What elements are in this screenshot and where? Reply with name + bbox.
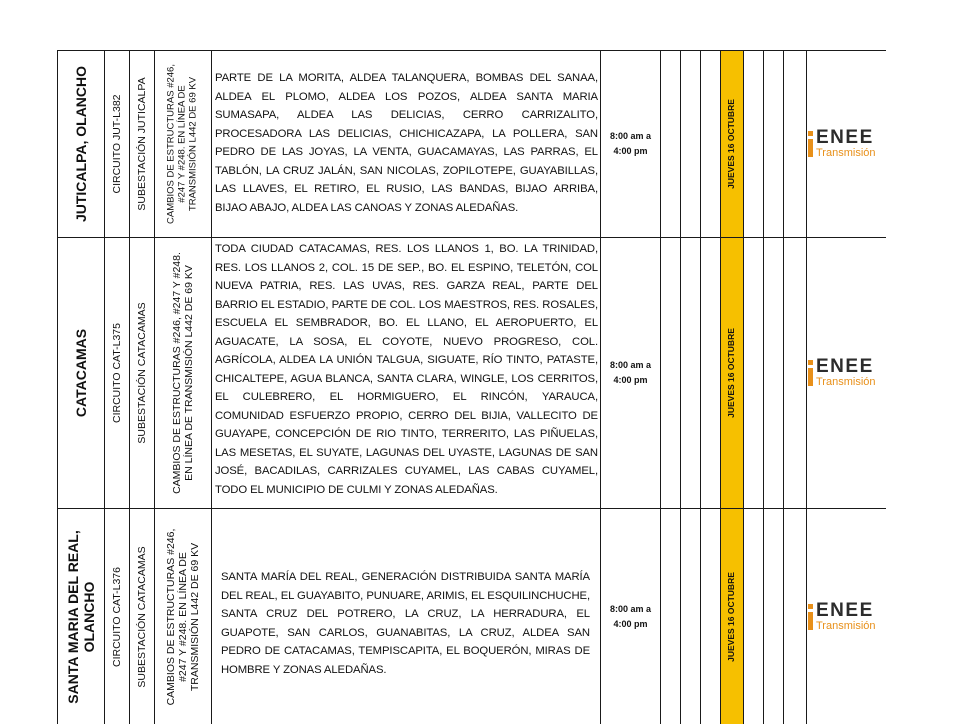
date-label: JUEVES 16 OCTUBRE — [726, 328, 737, 418]
substation-cell — [129, 237, 155, 509]
day-cell — [680, 508, 701, 724]
enee-logo-icon — [807, 131, 814, 157]
time-start: 8:00 am a — [609, 131, 652, 141]
logo-cell — [806, 50, 886, 238]
outage-schedule-table — [57, 50, 886, 724]
day-cell — [700, 50, 721, 238]
enee-logo-icon — [807, 360, 814, 386]
day-cell — [763, 237, 784, 509]
work-description: CAMBIOS DE ESTRUCTURAS #246, #247 Y #248. EN LÍNEA DE TRANSMISIÓN L442 DE 69 KV — [165, 64, 199, 224]
day-cell — [783, 508, 807, 724]
enee-logo: ENEE Transmisión — [807, 128, 886, 160]
location-label: JUTICALPA, OLANCHO — [72, 65, 89, 223]
time-start: 8:00 am a — [609, 360, 652, 370]
day-cell — [763, 50, 784, 238]
time-cell — [600, 50, 661, 238]
circuit-label: CIRCUITO CAT-L376 — [110, 566, 123, 667]
day-cell — [763, 508, 784, 724]
circuit-cell — [104, 508, 130, 724]
table-row — [57, 50, 886, 238]
time-cell — [600, 237, 661, 509]
work-description: CAMBIOS DE ESTRUCTURAS #246, #247 Y #248. EN LÍNEA DE TRANSMISIÓN L442 DE 69 KV — [164, 528, 202, 705]
logo-cell — [806, 508, 886, 724]
date-label: JUEVES 16 OCTUBRE — [726, 571, 737, 662]
day-cell — [680, 237, 701, 509]
affected-areas-text: PARTE DE LA MORITA, ALDEA TALANQUERA, BOMBAS DEL SANAA, ALDEA EL PLOMO, ALDEA LOS POZOS, ALDEA SANTA MARIA SUMASAPA, ALDEA LAS DELICIAS, CERRO CARRIZALITO, PROCESADORA LAS DELICIAS, CHICHICAZAPA, LA POLLERA, SAN PEDRO DE LAS JOYAS, LA VENTA, GUACAMAYAS, LAS PARRAS, EL TABLÓN, LA CRUZ JALÁN, SAN NICOLAS, ZOPILOTEPE, GUAYABILLAS, LAS LLAVES, EL RETIRO, EL RUSIO, LAS BANDAS, BIJAO ARRIBA, BIJAO ABAJO, ALDEA LAS CANOAS Y ZONAS ALEDAÑAS. — [215, 72, 598, 214]
work-description: CAMBIOS DE ESTRUCTURAS #246, #247 Y #248. EN LÍNEA DE TRANSMISIÓN L442 DE 69 KV — [170, 252, 195, 494]
date-cell — [720, 50, 744, 238]
day-cell — [743, 50, 764, 238]
enee-logo: ENEE Transmisión — [807, 357, 886, 389]
table-row — [57, 508, 886, 724]
day-cell — [660, 237, 681, 509]
location-label: SANTA MARIA DEL REAL, OLANCHO — [64, 529, 97, 704]
enee-logo-icon — [807, 604, 814, 630]
time-end: 4:00 pm — [613, 146, 648, 156]
affected-areas-text: SANTA MARÍA DEL REAL, GENERACIÓN DISTRIBUIDA SANTA MARÍA DEL REAL, EL GUAYABITO, PUNUARE, ARIMIS, EL ESQUILINCHUCHE, SANTA CRUZ DEL POTRERO, LA CRUZ, LA HERRADURA, EL GUAPOTE, SAN CARLOS, GUANABITAS, LA CRUZ, ALDEA SAN PEDRO DE CATACAMAS, TEMPISCAPITA, EL BOQUERÓN, MIRAS DE HOMBRE Y ZONAS ALEDAÑAS. — [221, 571, 590, 676]
work-description-cell — [154, 237, 212, 509]
location-cell — [57, 237, 105, 509]
substation-label: SUBESTACIÓN CATACAMAS — [135, 545, 148, 688]
day-cell — [680, 50, 701, 238]
affected-areas-text: TODA CIUDAD CATACAMAS, RES. LOS LLANOS 1, BO. LA TRINIDAD, RES. LOS LLANOS 2, COL. 15 DE SEP., BO. EL ESPINO, TELETÓN, COL NUEVA PATRIA, RES. LAS UVAS, RES. GARZA REAL, PARTE DEL BARRIO EL ESTADIO, PARTE DE COL. LOS MAESTROS, RES. ROSALES, ESCUELA EL SEMBRADOR, BO. EL LLANO, EL AEROPUERTO, EL AGUACATE, LA SOSA, EL COYOTE, NUEVO PROGRESO, COL. AGRÍCOLA, ALDEA LA UNIÓN TALGUA, SIGUATE, RÍO TINTO, PATASTE, CHICALTEPE, AGUA BLANCA, SANTA CLARA, WINGLE, LOS CERRITOS, EL CULEBRERO, EL HORMIGUERO, EL RINCÓN, YARAUCA, COMUNIDAD ESFUERZO PROPIO, CERRO DEL BIJIA, VALLECITO DE GUAYAPE, CONCEPCIÓN DE RIO TINTO, TERRERITO, LAS PIÑUELAS, LAS MESETAS, EL SUYATE, LAGUNAS DEL UYASTE, LAGUNAS DE SAN JOSÉ, BACADILAS, CARRIZALES CUYAMEL, LAS CABAS CUYAMEL, TODO EL MUNICIPIO DE CULMI Y ZONAS ALEDAÑAS. — [215, 243, 598, 496]
substation-cell — [129, 508, 155, 724]
time-end: 4:00 pm — [613, 375, 648, 385]
affected-areas-cell — [211, 237, 601, 509]
date-cell — [720, 508, 744, 724]
day-cell — [700, 237, 721, 509]
circuit-label: CIRCUITO CAT-L375 — [110, 323, 123, 423]
day-cell — [700, 508, 721, 724]
location-cell — [57, 50, 105, 238]
circuit-cell — [104, 50, 130, 238]
time-start: 8:00 am a — [609, 603, 652, 614]
location-cell — [57, 508, 105, 724]
day-cell — [660, 508, 681, 724]
substation-label: SUBESTACIÓN JUTICALPA — [135, 77, 148, 211]
enee-logo: ENEE Transmisión — [807, 601, 886, 633]
affected-areas-cell — [211, 50, 601, 238]
date-cell — [720, 237, 744, 509]
table-row — [57, 237, 886, 509]
work-description-cell — [154, 50, 212, 238]
work-description-cell — [154, 508, 212, 724]
date-label: JUEVES 16 OCTUBRE — [726, 99, 737, 189]
time-end: 4:00 pm — [613, 618, 648, 629]
day-cell — [783, 50, 807, 238]
circuit-cell — [104, 237, 130, 509]
day-cell — [783, 237, 807, 509]
logo-cell — [806, 237, 886, 509]
time-cell — [600, 508, 661, 724]
day-cell — [743, 508, 764, 724]
substation-cell — [129, 50, 155, 238]
circuit-label: CIRCUITO JUT-L382 — [110, 94, 123, 194]
substation-label: SUBESTACIÓN CATACAMAS — [135, 302, 148, 444]
affected-areas-cell — [211, 508, 601, 724]
location-label: CATACAMAS — [72, 328, 89, 418]
day-cell — [743, 237, 764, 509]
day-cell — [660, 50, 681, 238]
